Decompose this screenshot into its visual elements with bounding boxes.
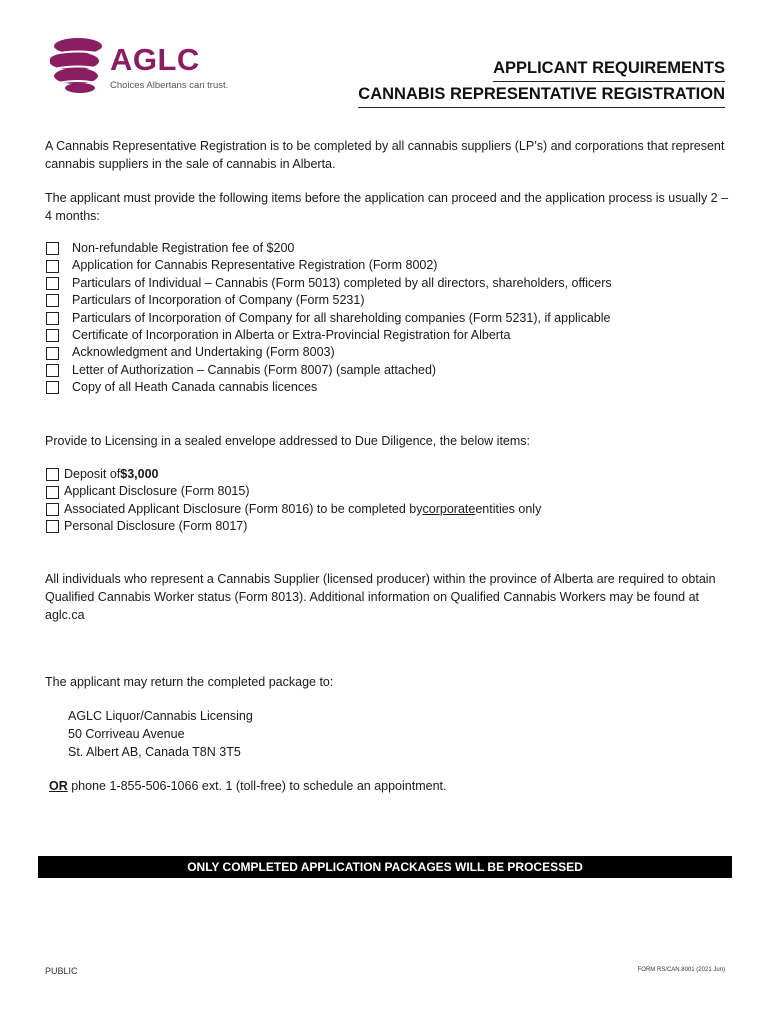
deposit-prefix: Deposit of	[64, 467, 121, 481]
personal-disclosure-label: Personal Disclosure (Form 8017)	[64, 519, 248, 534]
requirement-label: Acknowledgment and Undertaking (Form 8003)	[72, 345, 335, 360]
logo-tagline: Choices Albertans can trust.	[110, 80, 229, 91]
requirement-label: Copy of all Heath Canada cannabis licences	[72, 380, 318, 395]
checkbox[interactable]	[46, 347, 59, 360]
address-line: St. Albert AB, Canada T8N 3T5	[68, 745, 241, 759]
checkbox[interactable]	[46, 364, 59, 377]
list-item	[46, 275, 612, 292]
requirement-label: Application for Cannabis Representative Registration (Form 8002)	[72, 258, 438, 273]
address-line: 50 Corriveau Avenue	[68, 727, 185, 741]
list-item	[46, 379, 612, 396]
checkbox[interactable]	[46, 294, 59, 307]
list-item	[46, 518, 541, 535]
list-item	[46, 362, 612, 379]
associated-prefix: Associated Applicant Disclosure (Form 8016) to be completed by	[64, 501, 423, 516]
qualified-worker-note: All individuals who represent a Cannabis Supplier (licensed producer) within the province of Alberta are required to obtain Qualified Cannabis Worker status (Form 8013). Additional information on Qualified Cannabis Workers may be found at aglc.ca	[45, 572, 716, 622]
deposit-amount: $3,000	[120, 467, 159, 481]
checkbox[interactable]	[46, 329, 59, 342]
aglc-logo-icon	[50, 36, 108, 94]
licensing-intro: Provide to Licensing in a sealed envelope addressed to Due Diligence, the below items:	[45, 434, 531, 448]
checkbox[interactable]	[46, 381, 59, 394]
list-item	[46, 483, 541, 500]
return-intro: The applicant may return the completed package to:	[45, 675, 334, 689]
title-line1: APPLICANT REQUIREMENTS	[493, 56, 725, 82]
checkbox[interactable]	[46, 277, 59, 290]
page-title	[358, 56, 725, 108]
list-item	[46, 327, 612, 344]
classification-label: PUBLIC	[45, 966, 78, 976]
requirement-label: Certificate of Incorporation in Alberta or Extra-Provincial Registration for Alberta	[72, 327, 511, 342]
logo-wordmark: AGLC	[110, 42, 200, 77]
or-label: OR	[49, 779, 68, 793]
phone-note	[49, 777, 739, 795]
requirements-checklist	[46, 240, 612, 397]
requirement-label: Letter of Authorization – Cannabis (Form 8007) (sample attached)	[72, 362, 437, 377]
title-line2: CANNABIS REPRESENTATIVE REGISTRATION	[358, 82, 725, 108]
phone-text: phone 1-855-506-1066 ext. 1 (toll-free) to schedule an appointment.	[67, 779, 447, 793]
checkbox[interactable]	[46, 486, 59, 499]
checkbox[interactable]	[46, 520, 59, 533]
associated-suffix: entities only	[475, 501, 542, 516]
address-line: AGLC Liquor/Cannabis Licensing	[68, 709, 253, 723]
requirement-label: Particulars of Incorporation of Company (Form 5231)	[72, 293, 365, 308]
list-item	[46, 257, 612, 274]
checkbox[interactable]	[46, 260, 59, 273]
items-intro: The applicant must provide the following items before the application can proceed and the application process is usually 2 – 4 months:	[45, 191, 729, 223]
requirement-label: Particulars of Individual – Cannabis (Form 5013) completed by all directors, shareholders, officers	[72, 275, 612, 290]
list-item	[46, 344, 612, 361]
checkbox[interactable]	[46, 242, 59, 255]
checkbox[interactable]	[46, 503, 59, 516]
requirement-label: Particulars of Incorporation of Company for all shareholding companies (Form 5231), if applicable	[72, 310, 611, 325]
list-item	[46, 310, 612, 327]
mailing-address	[68, 707, 253, 761]
form-number: FORM RS/CAN 8001 (2021 Jun)	[637, 967, 725, 973]
list-item	[46, 466, 541, 483]
aglc-logo	[50, 36, 250, 96]
processing-banner: ONLY COMPLETED APPLICATION PACKAGES WILL BE PROCESSED	[38, 856, 732, 878]
checkbox[interactable]	[46, 468, 59, 481]
applicant-disclosure-label: Applicant Disclosure (Form 8015)	[64, 484, 250, 499]
list-item	[46, 240, 612, 257]
requirement-label: Non-refundable Registration fee of $200	[72, 241, 295, 255]
associated-underlined: corporate	[422, 501, 476, 516]
list-item	[46, 292, 612, 309]
list-item	[46, 501, 541, 518]
checkbox[interactable]	[46, 312, 59, 325]
licensing-checklist	[46, 466, 541, 536]
intro-paragraph: A Cannabis Representative Registration is to be completed by all cannabis suppliers (LP’s) and corporations that represent cannabis suppliers in the sale of cannabis in Alberta.	[45, 139, 725, 171]
